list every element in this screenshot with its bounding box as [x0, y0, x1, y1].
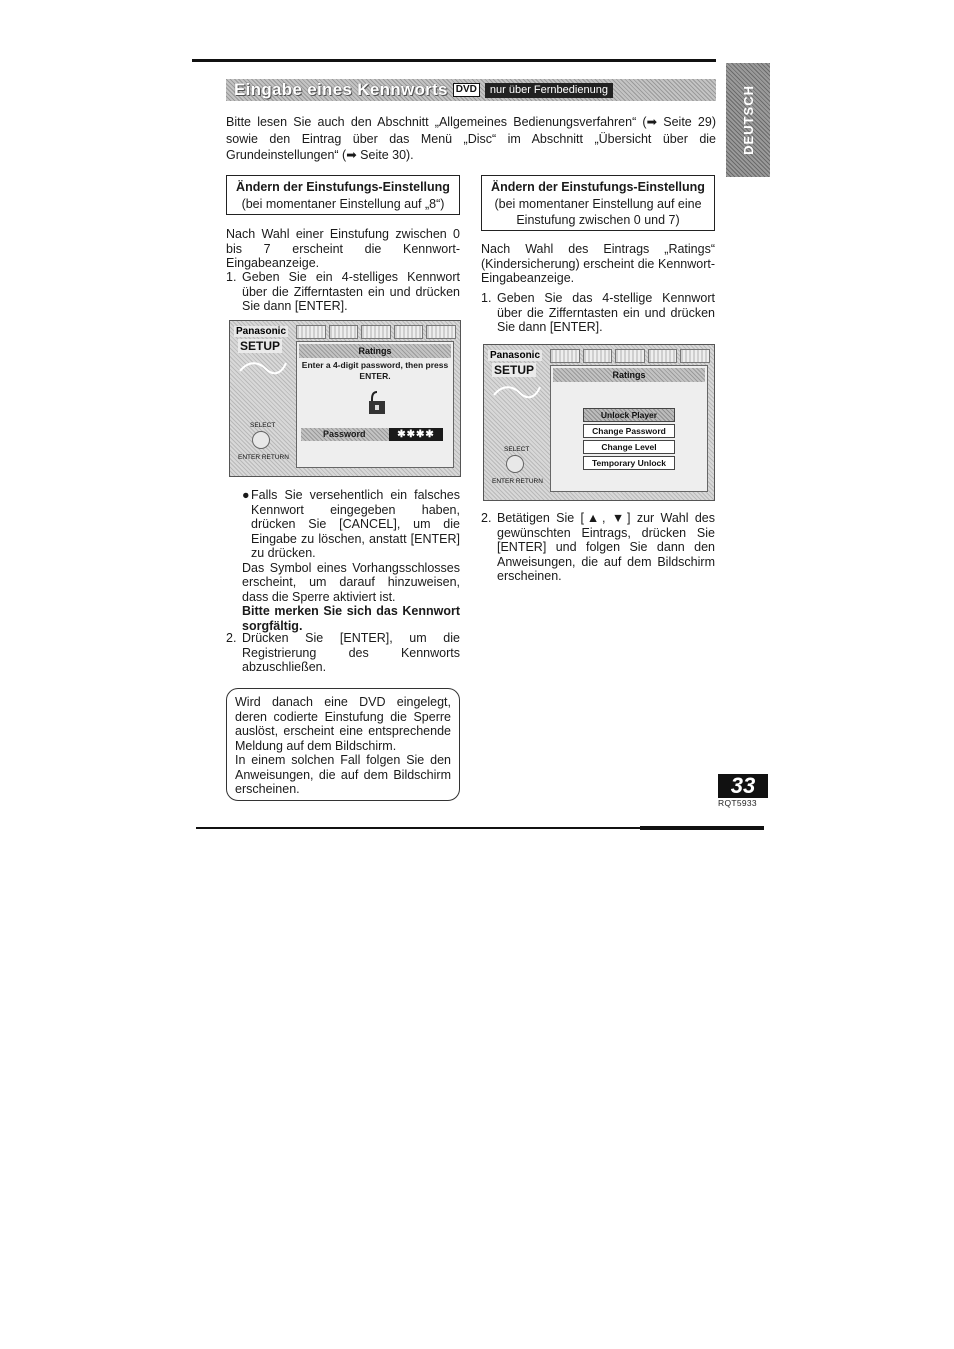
bottom-rule-thick: [640, 826, 764, 830]
setup-tab[interactable]: [329, 325, 359, 339]
right-step-2: [481, 511, 715, 584]
step-number: 2.: [226, 631, 237, 645]
setup-tab-strip: [296, 325, 456, 339]
left-heading-box: [226, 175, 460, 215]
password-input[interactable]: ✱✱✱✱: [389, 428, 443, 441]
dvd-badge: DVD: [453, 83, 480, 97]
section-title: Eingabe eines Kennworts: [234, 80, 448, 99]
left-paragraph: Nach Wahl einer Einstufung zwischen 0 bis 7 erscheint die Kennwort-Eingabeanzeige.: [226, 227, 460, 270]
menu-item-change-password[interactable]: Change Password: [583, 424, 675, 438]
panel-header: Ratings: [299, 344, 451, 358]
remote-only-badge: nur über Fernbedienung: [485, 83, 613, 98]
language-label: DEUTSCH: [740, 85, 756, 155]
brand-logo: Panasonic: [490, 350, 541, 361]
select-hint: SELECT: [504, 446, 530, 453]
bullet-mark: ●: [242, 488, 250, 502]
password-row: [301, 428, 443, 441]
setup-tab[interactable]: [426, 325, 456, 339]
language-side-tab: [726, 63, 770, 177]
left-heading-subtitle: (bei momentaner Einstellung auf „8“): [241, 196, 445, 211]
password-entry-screen: [229, 320, 461, 477]
setup-tab-strip: [550, 349, 710, 363]
menu-item-unlock-player[interactable]: Unlock Player: [583, 408, 675, 422]
setup-tab[interactable]: [361, 325, 391, 339]
ratings-menu: [583, 408, 675, 472]
step-text: Geben Sie das 4-stellige Kennwort über die Zifferntasten ein und drücken Sie dann [ENTER].: [497, 291, 715, 334]
remember-note: Bitte merken Sie sich das Kennwort sorgfältig.: [242, 604, 460, 633]
direction-pad-icon: [506, 455, 524, 473]
setup-tab[interactable]: [680, 349, 710, 363]
document-code: RQT5933: [718, 798, 757, 808]
setup-tab[interactable]: [583, 349, 613, 363]
step-text: Geben Sie ein 4-stelliges Kennwort über die Zifferntasten ein und drücken Sie dann [ENTER].: [242, 270, 460, 313]
setup-tab[interactable]: [296, 325, 326, 339]
password-label: Password: [323, 429, 366, 439]
setup-tab[interactable]: [615, 349, 645, 363]
swirl-graphic-icon: [492, 383, 542, 399]
ratings-menu-screen: [483, 344, 715, 501]
padlock-icon: [367, 390, 387, 416]
right-heading-box: [481, 175, 715, 231]
setup-label: SETUP: [494, 363, 535, 377]
direction-pad-icon: [252, 431, 270, 449]
right-heading-subtitle: (bei momentaner Einstellung auf eine Einstufung zwischen 0 und 7): [494, 196, 702, 227]
dvd-note-box: [226, 688, 460, 801]
select-hint: SELECT: [250, 422, 276, 429]
enter-return-hint: ENTER RETURN: [238, 454, 289, 461]
top-rule: [192, 59, 716, 62]
left-heading-title: Ändern der Einstufungs-Einstellung: [236, 180, 450, 194]
menu-item-temporary-unlock[interactable]: Temporary Unlock: [583, 456, 675, 470]
setup-tab[interactable]: [550, 349, 580, 363]
ratings-panel: [550, 365, 708, 492]
setup-label: SETUP: [240, 339, 281, 353]
step-number: 1.: [481, 291, 492, 305]
password-prompt: Enter a 4-digit password, then press ENTER.: [301, 360, 449, 381]
step-text: Betätigen Sie [▲, ▼] zur Wahl des gewünschten Eintrags, drücken Sie [ENTER] und folgen Sie dann den Anweisungen, die auf dem Bildschirm erscheinen.: [497, 511, 715, 583]
swirl-graphic-icon: [238, 359, 288, 375]
lock-note: Das Symbol eines Vorhangsschlosses erscheint, um darauf hinzuweisen, dass die Sperre aktiviert ist.: [242, 560, 460, 604]
note-text-2: In einem solchen Fall folgen Sie den Anweisungen, die auf dem Bildschirm erscheinen.: [235, 753, 451, 796]
section-title-bar: [226, 79, 716, 101]
left-step-1: [226, 270, 460, 314]
brand-logo: Panasonic: [236, 326, 287, 337]
ratings-panel: [296, 341, 454, 468]
step-number: 2.: [481, 511, 492, 525]
right-heading-title: Ändern der Einstufungs-Einstellung: [491, 180, 705, 194]
left-notes: [242, 488, 460, 633]
step-number: 1.: [226, 270, 237, 284]
enter-return-hint: ENTER RETURN: [492, 478, 543, 485]
menu-item-change-level[interactable]: Change Level: [583, 440, 675, 454]
right-step-1: [481, 291, 715, 335]
bullet-text: Falls Sie versehentlich ein falsches Kennwort eingegeben haben, drücken Sie [CANCEL], um die Eingabe zu löschen, anstatt [ENTER] zu drücken.: [251, 488, 460, 560]
right-paragraph: Nach Wahl des Eintrags „Ratings“ (Kindersicherung) erscheint die Kennwort-Eingabeanzeige.: [481, 242, 715, 285]
setup-tab[interactable]: [648, 349, 678, 363]
page-number: 33: [718, 774, 768, 798]
note-text: Wird danach eine DVD eingelegt, deren codierte Einstufung die Sperre auslöst, erscheint eine entsprechende Meldung auf dem Bildschirm.: [235, 695, 451, 753]
setup-tab[interactable]: [394, 325, 424, 339]
list-item: [242, 488, 460, 561]
intro-paragraph: Bitte lesen Sie auch den Abschnitt „Allgemeines Bedienungsverfahren“ (➡ Seite 29) sowie den Eintrag über das Menü „Disc“ im Abschnitt „Übersicht über die Grundeinstellungen“ (➡ Seite 30).: [226, 115, 716, 162]
panel-header: Ratings: [553, 368, 705, 382]
left-step-2: [226, 631, 460, 675]
step-text: Drücken Sie [ENTER], um die Registrierung des Kennworts abzuschließen.: [242, 631, 460, 674]
